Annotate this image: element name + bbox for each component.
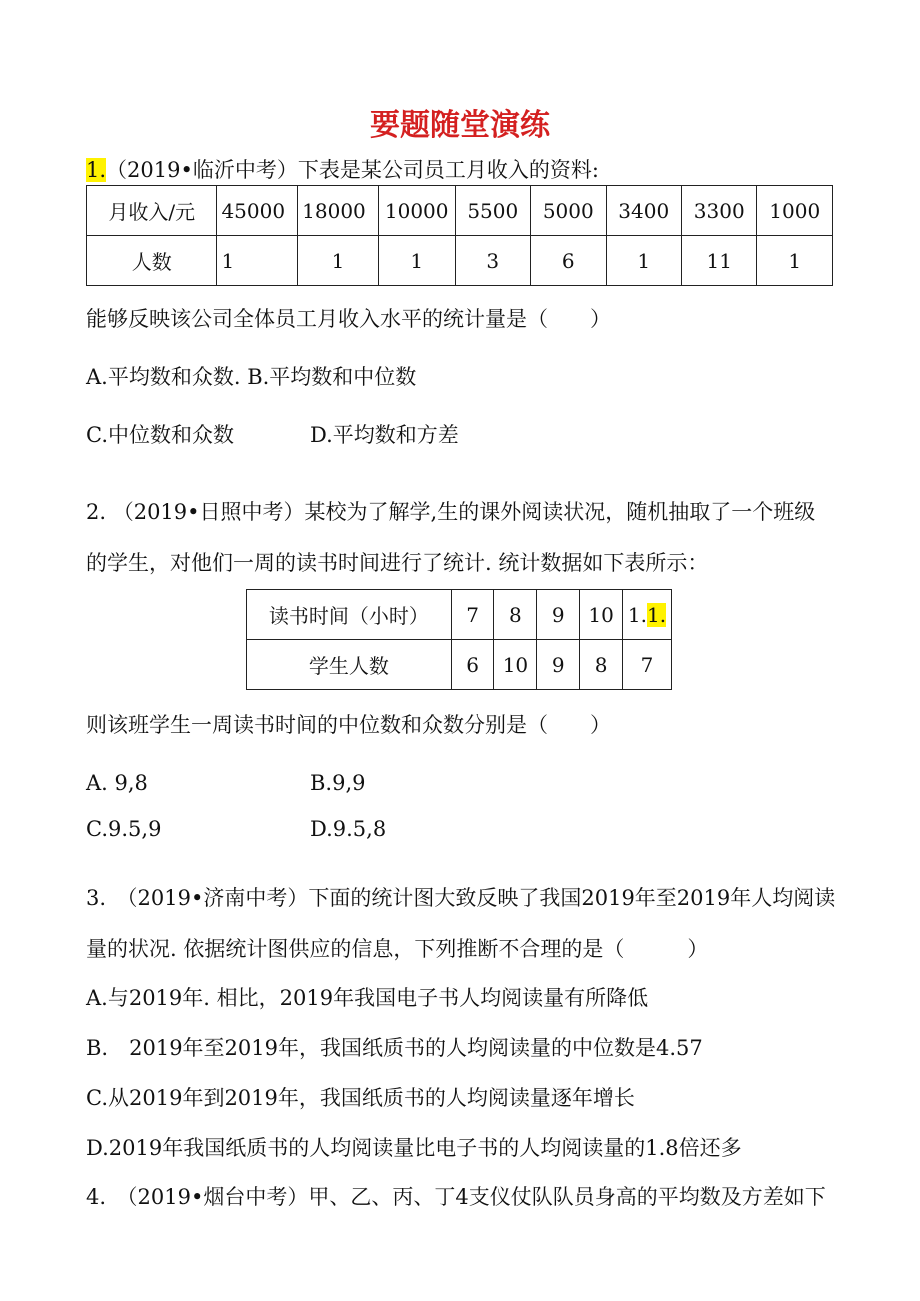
students-cell: 8 bbox=[580, 640, 623, 690]
hours-cell: 7 bbox=[451, 590, 494, 640]
q1-question: 能够反映该公司全体员工月收入水平的统计量是（ ） bbox=[86, 307, 611, 331]
q3-option-a: A.与2019年. 相比，2019年我国电子书人均阅读量有所降低 bbox=[86, 986, 649, 1010]
q2-stem-line1: 2. （2019•日照中考）某校为了解学,生的课外阅读状况，随机抽取了一个班级 bbox=[86, 500, 816, 524]
count-cell: 1 bbox=[298, 236, 379, 286]
income-cell: 5000 bbox=[531, 186, 606, 236]
table-row bbox=[87, 186, 833, 236]
students-cell: 7 bbox=[623, 640, 672, 690]
q3-stem-line1: 3. （2019•济南中考）下面的统计图大致反映了我国2019年至2019年人均阅读 bbox=[86, 886, 836, 910]
count-cell: 1 bbox=[757, 236, 833, 286]
students-cell: 9 bbox=[537, 640, 580, 690]
q2-question: 则该班学生一周读书时间的中位数和众数分别是（ ） bbox=[86, 713, 611, 737]
q1-option-c: C.中位数和众数 bbox=[86, 423, 234, 447]
q2-option-b: B.9,9 bbox=[310, 771, 366, 795]
hours-cell: 9 bbox=[537, 590, 580, 640]
hours-last-highlight: 1. bbox=[647, 602, 667, 627]
q1-stem: （2019•临沂中考）下表是某公司员工月收入的资料: bbox=[106, 158, 599, 182]
q1-income-table bbox=[86, 185, 833, 286]
q2-option-a: A. 9,8 bbox=[86, 771, 148, 795]
table-header-hours: 读书时间（小时） bbox=[247, 590, 452, 640]
q3-stem-line2: 量的状况. 依据统计图供应的信息，下列推断不合理的是（ ） bbox=[86, 937, 709, 961]
income-cell: 3300 bbox=[682, 186, 757, 236]
count-cell: 6 bbox=[531, 236, 606, 286]
table-header-income: 月收入/元 bbox=[87, 186, 217, 236]
q1-number: 1. bbox=[86, 158, 107, 182]
q2-stem-line2: 的学生，对他们一周的读书时间进行了统计. 统计数据如下表所示： bbox=[86, 551, 709, 575]
count-cell: 1 bbox=[217, 236, 298, 286]
q4-stem-line1: 4. （2019•烟台中考）甲、乙、丙、丁4支仪仗队队员身高的平均数及方差如下 bbox=[86, 1185, 826, 1209]
q3-option-d: D.2019年我国纸质书的人均阅读量比电子书的人均阅读量的1.8倍还多 bbox=[86, 1136, 742, 1160]
income-cell: 1000 bbox=[757, 186, 833, 236]
q1-options-ab: A.平均数和众数. B.平均数和中位数 bbox=[86, 365, 417, 389]
page-title: 要题随堂演练 bbox=[370, 108, 550, 143]
table-header-count: 人数 bbox=[87, 236, 217, 286]
q1-stem-line bbox=[86, 155, 599, 185]
hours-cell bbox=[623, 590, 672, 640]
income-cell: 10000 bbox=[378, 186, 455, 236]
hours-cell: 8 bbox=[494, 590, 537, 640]
students-cell: 10 bbox=[494, 640, 537, 690]
count-cell: 3 bbox=[455, 236, 530, 286]
income-cell: 18000 bbox=[298, 186, 379, 236]
table-row bbox=[247, 640, 672, 690]
q3-option-c: C.从2019年到2019年，我国纸质书的人均阅读量逐年增长 bbox=[86, 1086, 635, 1110]
q2-option-c: C.9.5,9 bbox=[86, 817, 162, 841]
students-cell: 6 bbox=[451, 640, 494, 690]
hours-cell: 10 bbox=[580, 590, 623, 640]
income-cell: 5500 bbox=[455, 186, 530, 236]
table-row bbox=[87, 236, 833, 286]
table-row bbox=[247, 590, 672, 640]
count-cell: 1 bbox=[378, 236, 455, 286]
hours-last-prefix: 1. bbox=[627, 602, 648, 627]
count-cell: 1 bbox=[606, 236, 681, 286]
q3-option-b: B. 2019年至2019年，我国纸质书的人均阅读量的中位数是4.57 bbox=[86, 1036, 703, 1060]
count-cell: 11 bbox=[682, 236, 757, 286]
q2-reading-table bbox=[246, 589, 672, 690]
income-cell: 45000 bbox=[217, 186, 298, 236]
q2-option-d: D.9.5,8 bbox=[310, 817, 387, 841]
table-header-students: 学生人数 bbox=[247, 640, 452, 690]
income-cell: 3400 bbox=[606, 186, 681, 236]
q1-option-d: D.平均数和方差 bbox=[310, 423, 459, 447]
